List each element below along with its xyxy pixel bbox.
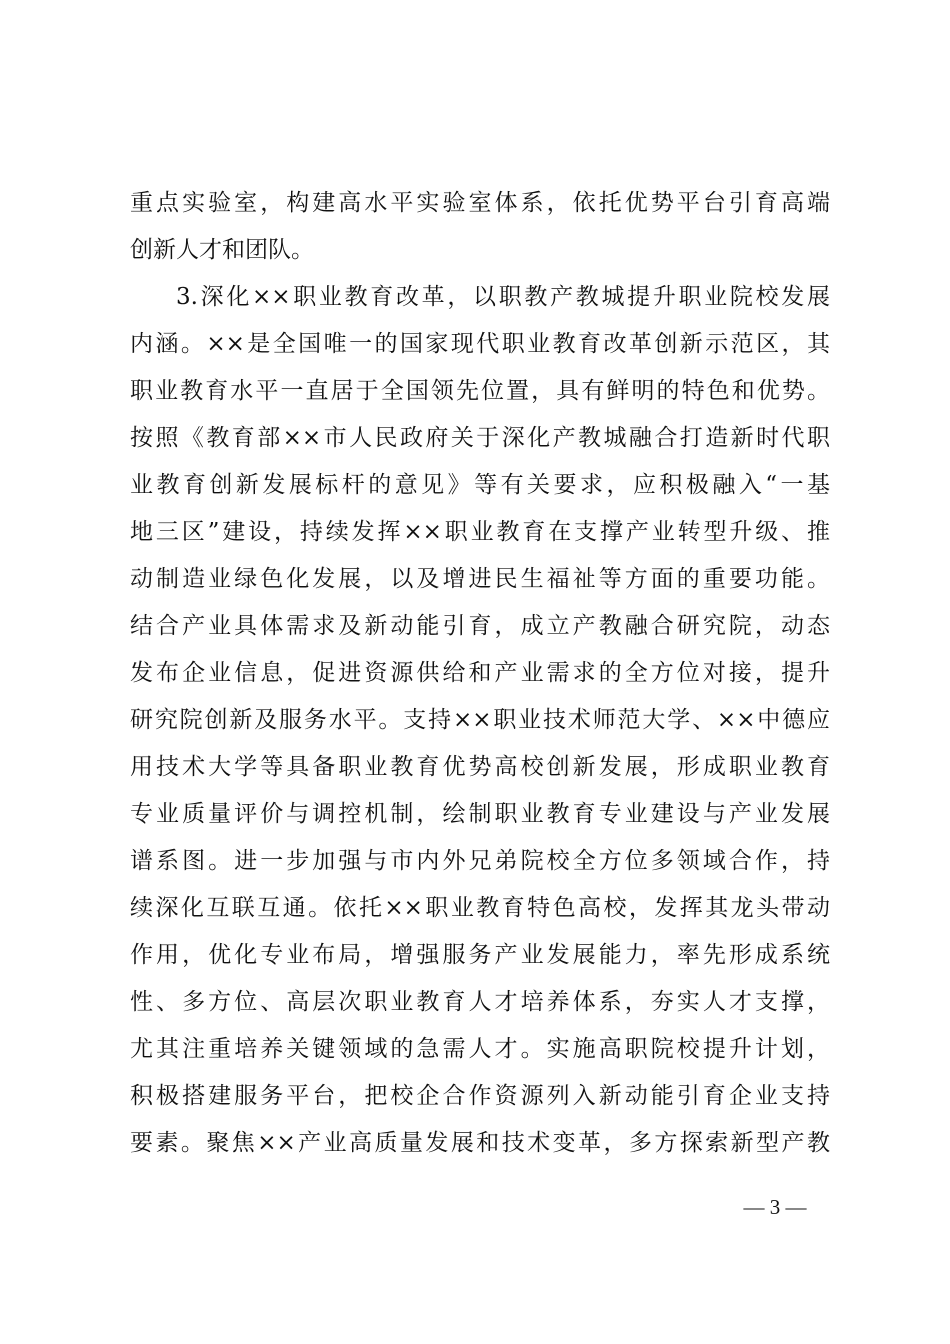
text-line: 发布企业信息，促进资源供给和产业需求的全方位对接，提升 xyxy=(130,660,830,686)
text-line: 职业教育水平一直居于全国领先位置，具有鲜明的特色和优势。 xyxy=(130,378,830,404)
text-line: 创新人才和团队。 xyxy=(130,237,314,263)
text-line: 积极搭建服务平台，把校企合作资源列入新动能引育企业支持 xyxy=(130,1083,830,1109)
text-line: 重点实验室，构建高水平实验室体系，依托优势平台引育高端 xyxy=(130,190,830,216)
text-line: 动制造业绿色化发展，以及增进民生福祉等方面的重要功能。 xyxy=(130,566,830,592)
text-line: 研究院创新及服务水平。支持××职业技术师范大学、××中德应 xyxy=(130,707,830,733)
page-number: — 3 — xyxy=(743,1195,807,1219)
text-line: 性、多方位、高层次职业教育人才培养体系，夯实人才支撑， xyxy=(130,989,830,1015)
text-line: 业教育创新发展标杆的意见》等有关要求，应积极融入“一基 xyxy=(130,472,830,498)
text-line: 作用，优化专业布局，增强服务产业发展能力，率先形成系统 xyxy=(130,942,830,968)
text-line: 内涵。××是全国唯一的国家现代职业教育改革创新示范区，其 xyxy=(130,331,830,357)
text-line: 用技术大学等具备职业教育优势高校创新发展，形成职业教育 xyxy=(130,754,830,780)
text-line: 地三区”建设，持续发挥××职业教育在支撑产业转型升级、推 xyxy=(130,519,830,545)
text-line: 3.深化××职业教育改革，以职教产教城提升职业院校发展 xyxy=(176,284,830,310)
text-line: 按照《教育部××市人民政府关于深化产教城融合打造新时代职 xyxy=(130,425,830,451)
text-line: 尤其注重培养关键领域的急需人才。实施高职院校提升计划， xyxy=(130,1036,830,1062)
body-text xyxy=(130,180,830,1167)
text-line: 续深化互联互通。依托××职业教育特色高校，发挥其龙头带动 xyxy=(130,895,830,921)
text-line: 结合产业具体需求及新动能引育，成立产教融合研究院，动态 xyxy=(130,613,830,639)
text-line: 专业质量评价与调控机制，绘制职业教育专业建设与产业发展 xyxy=(130,801,830,827)
text-line: 谱系图。进一步加强与市内外兄弟院校全方位多领域合作，持 xyxy=(130,848,830,874)
text-line: 要素。聚焦××产业高质量发展和技术变革，多方探索新型产教 xyxy=(130,1130,830,1156)
